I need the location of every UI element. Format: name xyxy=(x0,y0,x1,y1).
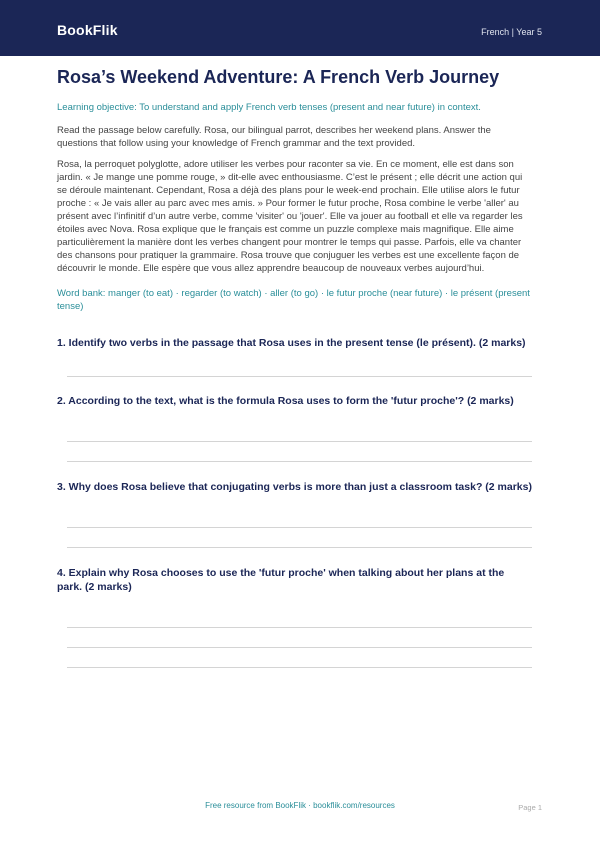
answer-line[interactable] xyxy=(67,627,532,628)
page-header xyxy=(0,0,600,56)
page-footer xyxy=(0,801,600,815)
question-text: 1. Identify two verbs in the passage that Rosa uses in the present tense (le présent). (2 marks) xyxy=(57,337,526,349)
worksheet-content xyxy=(57,66,532,668)
question-3 xyxy=(57,480,532,548)
brand-logo: BookFlik xyxy=(57,22,118,38)
question-1 xyxy=(57,336,532,377)
page-title: Rosa’s Weekend Adventure: A French Verb Journey xyxy=(57,67,500,87)
question-2 xyxy=(57,394,532,462)
answer-line[interactable] xyxy=(67,441,532,442)
answer-line[interactable] xyxy=(67,376,532,377)
answer-line[interactable] xyxy=(67,667,532,668)
subject-year-label: French | Year 5 xyxy=(481,27,542,37)
page-number: Page 1 xyxy=(518,803,542,812)
learning-objective: Learning objective: To understand and apply French verb tenses (present and near future) in context. xyxy=(57,102,481,113)
question-text: 4. Explain why Rosa chooses to use the 'futur proche' when talking about her plans at the park. (2 marks) xyxy=(57,567,505,593)
reading-passage: Rosa, la perroquet polyglotte, adore utiliser les verbes pour raconter sa vie. En ce moment, elle est dans son jardin. « Je mange une pomme rouge, » dit-elle avec enthousiasme. C’est le présent ; elle décrit une action qui se déroule maintenant. Cependant, Rosa a déjà des plans pour le week-end prochain. Elle utilise alors le futur proche : « Je vais aller au parc avec mes amis. » Pour former le futur proche, Rosa combine le verbe 'aller' au présent avec l’infinitif d’un autre verbe, comme 'visiter' ou 'jouer'. Elle va jouer au football et elle va regarder les étoiles avec Nova. Rosa explique que le français est comme un puzzle complexe mais magnifique. Elle aime particulièrement la manière dont les verbes changent pour montrer le temps qui passe. Parfois, elle va chanter des chansons pour pratiquer la grammaire. Rosa trouve que conjuguer les verbes est une excellente façon de découvrir le monde. Elle espère que vous allez apprendre beaucoup de nouveaux verbes aujourd’hui. xyxy=(57,159,523,274)
answer-line[interactable] xyxy=(67,547,532,548)
answer-line[interactable] xyxy=(67,461,532,462)
word-bank: Word bank: manger (to eat) · regarder (to watch) · aller (to go) · le futur proche (near future) · le présent (present tense) xyxy=(57,288,530,312)
footer-link[interactable]: Free resource from BookFlik · bookflik.com/resources xyxy=(205,801,395,810)
answer-line[interactable] xyxy=(67,647,532,648)
answer-line[interactable] xyxy=(67,527,532,528)
question-text: 3. Why does Rosa believe that conjugating verbs is more than just a classroom task? (2 marks) xyxy=(57,481,532,493)
instructions: Read the passage below carefully. Rosa, our bilingual parrot, describes her weekend plans. Answer the questions that follow using your knowledge of French grammar and the text provided. xyxy=(57,125,491,149)
question-4 xyxy=(57,566,532,668)
question-text: 2. According to the text, what is the formula Rosa uses to form the 'futur proche'? (2 marks) xyxy=(57,395,514,407)
